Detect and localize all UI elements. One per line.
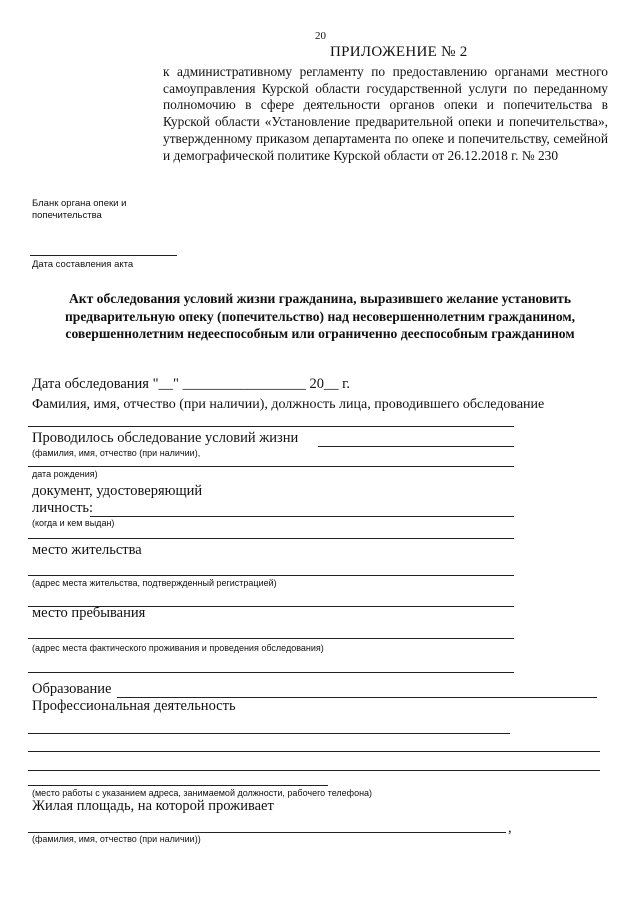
birth-hint: дата рождения): [32, 469, 98, 479]
stay-label: место пребывания: [32, 605, 146, 621]
inspector-line[interactable]: [28, 426, 514, 427]
document-label-1: документ, удостоверяющий: [32, 483, 203, 499]
stay-line-2[interactable]: [28, 672, 514, 673]
profession-line-4[interactable]: [28, 785, 328, 786]
profession-line-2[interactable]: [28, 751, 600, 752]
living-space-line[interactable]: [28, 832, 506, 833]
comma: ,: [508, 820, 512, 836]
fio-line[interactable]: [28, 466, 514, 467]
document-title: Акт обследования условий жизни гражданина, выразившего желание установить предварительную опеку (попечительство) над несовершеннолетним гражданином, совершеннолетним недееспособным или ограниченно дееспособным гражданином: [64, 291, 576, 341]
document-hint: (когда и кем выдан): [32, 518, 115, 528]
education-label: Образование: [32, 681, 112, 697]
document-line-2[interactable]: [28, 538, 514, 539]
fio-hint-2: (фамилия, имя, отчество (при наличии)): [32, 834, 201, 844]
appendix-text: к административному регламенту по предоставлению органами местного самоуправления Курской области государственной услуги по переданному полномочию в сфере деятельности органов опеки и попечительства в Курской области «Установление предварительной опеки и попечительства», утвержденному приказом департамента по опеке и попечительству, семейной и демографической политике Курской области от 26.12.2018 г. № 230: [163, 64, 608, 163]
fio-hint: (фамилия, имя, отчество (при наличии),: [32, 448, 201, 458]
residence-label: место жительства: [32, 542, 142, 558]
blank-label-line-2: попечительства: [32, 210, 102, 221]
profession-line-1[interactable]: [28, 733, 510, 734]
residence-hint: (адрес места жительства, подтвержденный регистрацией): [32, 578, 277, 588]
appendix-title: ПРИЛОЖЕНИЕ № 2: [330, 44, 468, 60]
stay-hint: (адрес места фактического проживания и проведения обследования): [32, 643, 324, 653]
residence-line[interactable]: [28, 575, 514, 576]
act-date-label: Дата составления акта: [32, 259, 134, 270]
page-number: 20: [315, 30, 326, 42]
profession-line-3[interactable]: [28, 770, 600, 771]
work-hint: (место работы с указанием адреса, занимаемой должности, рабочего телефона): [32, 788, 373, 798]
document-label-2: личность:: [32, 500, 94, 516]
inspector-label: Фамилия, имя, отчество (при наличии), должность лица, проводившего обследование: [32, 397, 545, 412]
conducted-line[interactable]: [318, 446, 514, 447]
act-date-line[interactable]: [30, 255, 177, 256]
blank-label: [32, 198, 126, 222]
document-line[interactable]: [90, 516, 514, 517]
stay-line[interactable]: [28, 638, 514, 639]
blank-label-line-1: Бланк органа опеки и: [32, 198, 127, 209]
living-space-label: Жилая площадь, на которой проживает: [32, 798, 274, 814]
date-of-inspection: Дата обследования "__" _________________ 20__ г.: [32, 376, 351, 392]
profession-label: Профессиональная деятельность: [32, 698, 236, 714]
conducted-label: Проводилось обследование условий жизни: [32, 430, 299, 446]
